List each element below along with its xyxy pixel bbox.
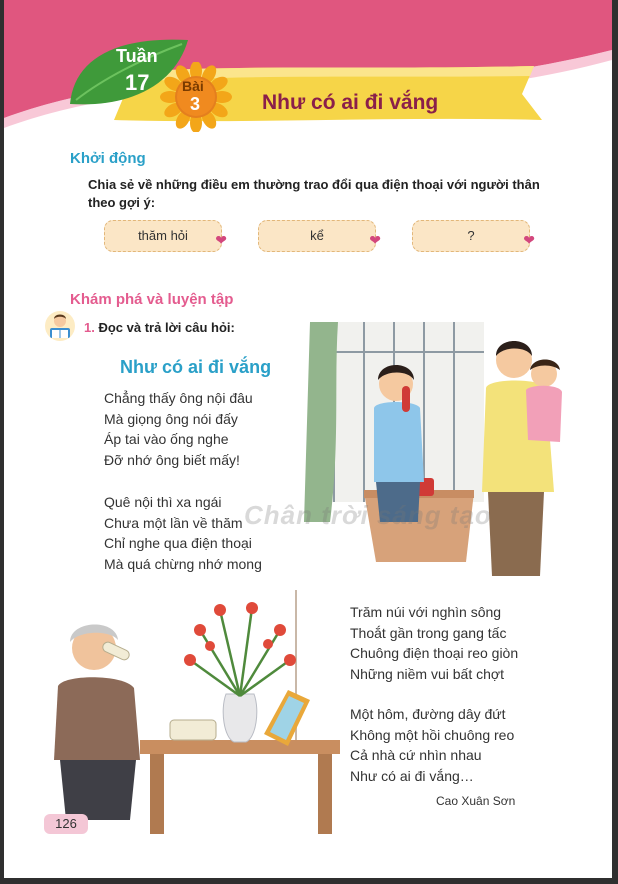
heart-icon: ❤ bbox=[523, 232, 535, 248]
lesson-label: Bài bbox=[182, 78, 204, 94]
poem-stanza bbox=[104, 388, 253, 470]
textbook-page bbox=[4, 0, 612, 878]
warmup-heading: Khởi động bbox=[70, 150, 146, 167]
poem-stanza bbox=[350, 602, 518, 684]
poem-line: Một hôm, đường dây đứt bbox=[350, 706, 506, 722]
suggestion-chip bbox=[412, 220, 535, 252]
poem-author: Cao Xuân Sơn bbox=[436, 794, 516, 808]
poem-line: Chưa một lần về thăm bbox=[104, 514, 243, 531]
chip-label: ? bbox=[467, 228, 475, 243]
task-number: 1. bbox=[84, 320, 95, 335]
heart-icon: ❤ bbox=[369, 232, 381, 248]
poem-line: Không một hồi chuông reo bbox=[350, 726, 515, 743]
reading-child-icon bbox=[40, 310, 80, 346]
suggestion-chip bbox=[104, 220, 227, 252]
poem-line: Quê nội thì xa ngái bbox=[104, 494, 222, 510]
lesson-title: Như có ai đi vắng bbox=[262, 91, 439, 114]
lesson-number: 3 bbox=[190, 94, 201, 114]
poem-line: Chuông điện thoại reo giòn bbox=[350, 645, 519, 661]
task-instruction bbox=[84, 320, 235, 335]
poem-stanza bbox=[104, 492, 262, 574]
heart-icon: ❤ bbox=[215, 232, 227, 248]
watermark-text: Chân trời sáng tạo bbox=[244, 500, 492, 530]
poem-title: Như có ai đi vắng bbox=[120, 357, 272, 377]
poem-line: Mà giọng ông nói đấy bbox=[104, 410, 238, 427]
week-number: 17 bbox=[125, 70, 150, 95]
grandfather-phone-illustration bbox=[40, 590, 340, 840]
suggestion-chip bbox=[258, 220, 381, 252]
task-text: Đọc và trả lời câu hỏi: bbox=[98, 320, 235, 335]
poem-stanza bbox=[350, 704, 514, 786]
week-label: Tuần bbox=[116, 46, 158, 66]
family-phone-illustration bbox=[304, 322, 574, 576]
chip-label: thăm hỏi bbox=[138, 228, 188, 243]
poem-line: Đỡ nhớ ông biết mấy! bbox=[104, 451, 240, 468]
poem-line: Cả nhà cứ nhìn nhau bbox=[350, 747, 482, 763]
chip-label: kể bbox=[310, 228, 324, 243]
poem-line: Những niềm vui bất chợt bbox=[350, 665, 504, 682]
explore-heading: Khám phá và luyện tập bbox=[70, 291, 234, 308]
poem-line: Áp tai vào ống nghe bbox=[104, 431, 229, 447]
poem-line: Trăm núi với nghìn sông bbox=[350, 604, 502, 620]
poem-line: Chẳng thấy ông nội đâu bbox=[104, 390, 253, 406]
poem-line: Chỉ nghe qua điện thoại bbox=[104, 535, 252, 551]
warmup-prompt: Chia sẻ về những điều em thường trao đổi qua điện thoại với người thân theo gợi ý: bbox=[88, 177, 540, 210]
page-number: 126 bbox=[44, 814, 88, 834]
poem-line: Thoắt gần trong gang tấc bbox=[350, 624, 507, 641]
poem-line: Như có ai đi vắng… bbox=[350, 767, 474, 784]
poem-line: Mà quá chừng nhớ mong bbox=[104, 555, 262, 572]
